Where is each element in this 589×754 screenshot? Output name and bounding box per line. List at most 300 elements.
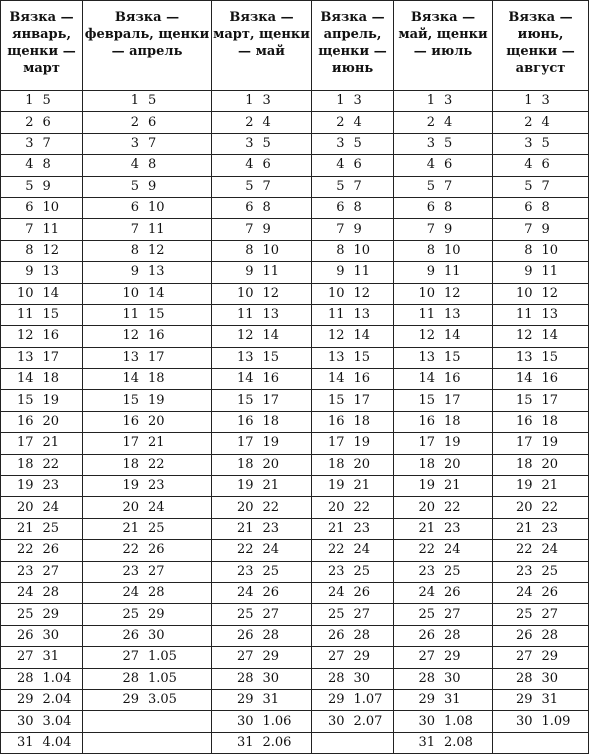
whelping-date: 12	[444, 285, 461, 301]
mating-day: 10	[515, 285, 533, 301]
whelping-date: 21	[353, 478, 371, 494]
mating-day: 24	[236, 585, 254, 601]
whelping-date: 9	[42, 178, 51, 194]
table-row	[1, 197, 589, 218]
whelping-date: 21	[541, 478, 559, 494]
whelping-date: 19	[42, 392, 60, 408]
date-pair	[394, 285, 492, 303]
header-january-march: Вязка — январь, щенки — март	[1, 1, 83, 91]
mating-day: 20	[122, 499, 139, 515]
date-cell	[312, 476, 394, 497]
whelping-date: 13	[42, 264, 60, 280]
whelping-date: 14	[444, 328, 461, 344]
date-cell	[312, 369, 394, 390]
date-pair	[493, 606, 588, 624]
date-pair	[1, 563, 82, 581]
date-pair	[493, 285, 588, 303]
mating-day: 19	[122, 478, 139, 494]
mating-day: 6	[336, 200, 345, 216]
date-pair	[83, 199, 211, 217]
whelping-date: 5	[353, 135, 362, 151]
date-cell	[394, 133, 493, 154]
date-cell	[394, 176, 493, 197]
whelping-date: 27	[444, 606, 461, 622]
whelping-date: 19	[353, 435, 371, 451]
date-cell	[212, 219, 312, 240]
whelping-date: 18	[541, 414, 559, 430]
mating-day: 7	[426, 221, 435, 237]
mating-day: 5	[426, 178, 435, 194]
whelping-date: 17	[444, 392, 461, 408]
mating-day: 22	[122, 542, 139, 558]
date-cell	[394, 91, 493, 112]
date-cell	[83, 304, 212, 325]
mating-day: 22	[418, 542, 435, 558]
mating-day: 2	[524, 114, 533, 130]
date-cell	[312, 668, 394, 689]
whelping-date: 31	[444, 692, 461, 708]
date-pair	[212, 456, 311, 474]
date-pair	[83, 606, 211, 624]
date-cell	[83, 497, 212, 518]
whelping-date: 21	[444, 478, 461, 494]
date-cell	[312, 411, 394, 432]
date-cell	[1, 262, 83, 283]
whelping-date: 27	[148, 563, 165, 579]
date-cell	[212, 91, 312, 112]
whelping-date: 23	[42, 478, 60, 494]
whelping-date: 4	[262, 114, 271, 130]
date-cell	[312, 390, 394, 411]
date-pair	[312, 541, 393, 559]
date-cell	[1, 197, 83, 218]
table-row	[1, 262, 589, 283]
whelping-date: 23	[444, 521, 461, 536]
date-pair	[394, 627, 492, 645]
date-pair	[493, 178, 588, 196]
whelping-date: 14	[42, 285, 60, 301]
mating-day: 17	[327, 435, 345, 451]
table-row	[1, 668, 589, 689]
date-cell	[493, 411, 589, 432]
mating-day: 1	[426, 93, 435, 109]
mating-day: 23	[236, 563, 254, 579]
whelping-date: 19	[444, 435, 461, 451]
table-row	[1, 91, 589, 112]
date-cell	[83, 711, 212, 732]
mating-day: 25	[16, 606, 34, 622]
table-row	[1, 497, 589, 518]
whelping-date: 28	[444, 627, 461, 643]
whelping-date: 22	[353, 499, 371, 515]
mating-day: 5	[245, 178, 254, 194]
table-row	[1, 155, 589, 176]
mating-day: 29	[122, 692, 139, 708]
date-cell	[1, 326, 83, 347]
mating-day: 26	[327, 627, 345, 643]
date-pair	[1, 349, 82, 367]
mating-day: 16	[515, 414, 533, 430]
mating-day: 6	[524, 200, 533, 216]
date-pair	[493, 114, 588, 132]
mating-day: 3	[336, 135, 345, 151]
whelping-date: 10	[262, 242, 280, 258]
mating-day: 24	[515, 585, 533, 601]
date-pair	[83, 691, 211, 709]
mating-day: 15	[515, 392, 533, 408]
whelping-date: 25	[262, 563, 280, 579]
mating-day: 1	[336, 93, 345, 109]
whelping-date: 1.04	[42, 670, 72, 686]
date-cell	[1, 133, 83, 154]
date-cell	[394, 454, 493, 475]
mating-day: 11	[418, 307, 435, 323]
date-cell	[83, 689, 212, 710]
date-pair	[83, 584, 211, 602]
whelping-date: 10	[353, 242, 371, 258]
mating-day: 14	[16, 371, 34, 387]
whelping-date: 12	[148, 242, 165, 258]
whelping-date: 17	[42, 349, 60, 365]
date-pair	[212, 713, 311, 731]
mating-day: 29	[236, 692, 254, 708]
date-pair	[312, 627, 393, 645]
date-cell	[394, 262, 493, 283]
date-cell	[212, 540, 312, 561]
whelping-date: 1.05	[148, 670, 177, 686]
mating-day: 30	[327, 713, 345, 729]
mating-day: 31	[418, 734, 435, 750]
date-cell	[212, 668, 312, 689]
date-pair	[212, 606, 311, 624]
header-row	[1, 1, 589, 91]
date-pair	[394, 606, 492, 624]
date-cell	[493, 262, 589, 283]
date-cell	[493, 647, 589, 668]
date-cell	[1, 476, 83, 497]
table-row	[1, 112, 589, 133]
date-cell	[493, 518, 589, 539]
mating-day: 21	[418, 521, 435, 536]
date-pair	[1, 178, 82, 196]
date-pair	[394, 413, 492, 431]
date-pair	[312, 670, 393, 688]
whelping-date: 22	[262, 499, 280, 515]
whelping-date: 10	[42, 200, 60, 216]
date-cell	[1, 155, 83, 176]
mating-day: 25	[122, 606, 139, 622]
mating-day: 17	[16, 435, 34, 451]
date-cell	[83, 476, 212, 497]
date-pair	[312, 713, 393, 731]
whelping-date: 27	[353, 606, 371, 622]
date-pair	[312, 563, 393, 581]
date-cell	[394, 347, 493, 368]
mating-day: 13	[418, 349, 435, 365]
whelping-date: 20	[444, 456, 461, 472]
date-pair	[394, 370, 492, 388]
mating-day: 29	[515, 692, 533, 708]
whelping-date: 28	[42, 585, 60, 601]
whelping-date: 29	[444, 649, 461, 665]
date-cell	[312, 262, 394, 283]
mating-day: 23	[122, 563, 139, 579]
date-pair	[1, 242, 82, 260]
whelping-date: 21	[42, 435, 60, 451]
date-pair	[1, 520, 82, 538]
whelping-date: 3.05	[148, 692, 177, 708]
mating-day: 8	[130, 242, 139, 258]
mating-day: 28	[236, 670, 254, 686]
date-pair	[212, 734, 311, 752]
mating-day: 19	[327, 478, 345, 494]
whelping-date: 8	[541, 200, 550, 216]
mating-day: 30	[515, 713, 533, 729]
mating-day: 31	[236, 734, 254, 750]
date-pair	[212, 584, 311, 602]
whelping-date: 17	[148, 349, 165, 365]
date-pair	[493, 713, 588, 731]
date-cell	[312, 497, 394, 518]
date-pair	[1, 606, 82, 624]
whelping-date: 6	[444, 157, 453, 173]
date-pair	[312, 135, 393, 153]
header-april-june: Вязка — апрель, щенки — июнь	[312, 1, 394, 91]
date-cell	[212, 240, 312, 261]
whelping-date: 14	[262, 328, 280, 344]
mating-day: 13	[327, 349, 345, 365]
mating-day: 2	[25, 114, 34, 130]
date-pair	[83, 499, 211, 517]
date-cell	[312, 689, 394, 710]
mating-day: 27	[327, 649, 345, 665]
date-cell	[212, 197, 312, 218]
date-cell	[83, 326, 212, 347]
date-cell	[493, 283, 589, 304]
mating-day: 26	[16, 627, 34, 643]
date-pair	[212, 563, 311, 581]
date-pair	[394, 92, 492, 110]
whelping-date: 7	[541, 178, 550, 194]
mating-day: 8	[25, 242, 34, 258]
date-cell	[1, 176, 83, 197]
mating-day: 23	[16, 563, 34, 579]
mating-day: 25	[418, 606, 435, 622]
date-cell	[493, 604, 589, 625]
whelping-date: 8	[444, 200, 453, 216]
table-row	[1, 326, 589, 347]
mating-day: 11	[122, 307, 139, 323]
date-pair	[83, 156, 211, 174]
date-cell	[212, 347, 312, 368]
date-cell	[1, 711, 83, 732]
whelping-date: 1.05	[148, 649, 177, 665]
whelping-date: 17	[353, 392, 371, 408]
whelping-date: 15	[42, 307, 60, 323]
mating-day: 27	[236, 649, 254, 665]
date-cell	[83, 197, 212, 218]
date-cell	[1, 518, 83, 539]
mating-day: 14	[122, 371, 139, 387]
date-cell	[1, 561, 83, 582]
mating-day: 7	[524, 221, 533, 237]
date-pair	[394, 392, 492, 410]
date-pair	[83, 456, 211, 474]
mating-day: 29	[418, 692, 435, 708]
mating-day: 26	[122, 627, 139, 643]
date-cell	[394, 369, 493, 390]
mating-day: 1	[245, 93, 254, 109]
date-pair	[212, 92, 311, 110]
date-cell	[83, 411, 212, 432]
date-pair	[493, 456, 588, 474]
whelping-date: 27	[541, 606, 559, 622]
date-pair	[394, 135, 492, 153]
mating-day: 21	[515, 521, 533, 536]
date-cell	[312, 711, 394, 732]
mating-day: 3	[130, 135, 139, 151]
date-pair	[394, 541, 492, 559]
whelping-date: 12	[42, 242, 60, 258]
mating-day: 22	[327, 542, 345, 558]
date-cell	[312, 347, 394, 368]
table-row	[1, 133, 589, 154]
date-cell	[394, 561, 493, 582]
mating-day: 3	[245, 135, 254, 151]
whelping-date: 5	[444, 135, 453, 151]
date-pair	[394, 178, 492, 196]
date-cell	[493, 91, 589, 112]
date-cell	[312, 561, 394, 582]
whelping-date: 29	[353, 649, 371, 665]
mating-day: 1	[130, 93, 139, 109]
date-cell	[1, 647, 83, 668]
date-cell	[212, 647, 312, 668]
date-pair	[493, 413, 588, 431]
whelping-date: 15	[148, 307, 165, 323]
table-row	[1, 540, 589, 561]
mating-day: 9	[426, 264, 435, 280]
table-row	[1, 582, 589, 603]
date-cell	[394, 433, 493, 454]
whelping-date: 23	[541, 521, 559, 536]
mating-day: 19	[236, 478, 254, 494]
date-cell	[312, 454, 394, 475]
mating-day: 2	[426, 114, 435, 130]
date-pair	[1, 114, 82, 132]
date-cell	[394, 197, 493, 218]
date-pair	[394, 477, 492, 495]
date-cell	[493, 582, 589, 603]
mating-day: 3	[25, 135, 34, 151]
date-cell	[394, 476, 493, 497]
whelping-date: 2.06	[262, 734, 292, 750]
date-pair	[312, 327, 393, 345]
date-pair	[493, 520, 588, 538]
mating-day: 17	[418, 435, 435, 451]
whelping-date: 29	[541, 649, 559, 665]
whelping-date: 22	[444, 499, 461, 515]
date-cell	[83, 433, 212, 454]
date-cell	[493, 176, 589, 197]
whelping-date: 31	[541, 692, 559, 708]
date-pair	[83, 306, 211, 324]
mating-day: 27	[122, 649, 139, 665]
mating-day: 11	[16, 307, 34, 323]
date-cell	[493, 668, 589, 689]
date-cell	[212, 433, 312, 454]
date-cell	[212, 518, 312, 539]
date-pair	[83, 563, 211, 581]
date-cell	[493, 112, 589, 133]
mating-day: 20	[418, 499, 435, 515]
date-cell	[212, 732, 312, 753]
whelping-date: 6	[148, 114, 157, 130]
mating-day: 4	[245, 157, 254, 173]
whelping-date: 16	[42, 328, 60, 344]
date-pair	[312, 263, 393, 281]
mating-day: 15	[327, 392, 345, 408]
whelping-date: 30	[42, 627, 60, 643]
whelping-date: 31	[42, 649, 60, 665]
date-cell	[493, 476, 589, 497]
date-cell	[212, 497, 312, 518]
date-cell	[1, 433, 83, 454]
date-pair	[312, 434, 393, 452]
mating-day: 4	[524, 157, 533, 173]
mating-day: 23	[515, 563, 533, 579]
date-pair	[1, 199, 82, 217]
date-cell	[83, 240, 212, 261]
whelping-date: 23	[262, 521, 280, 536]
whelping-date: 16	[262, 371, 280, 387]
date-pair	[493, 370, 588, 388]
date-cell	[312, 433, 394, 454]
date-pair	[212, 434, 311, 452]
whelping-date: 26	[541, 585, 559, 601]
mating-day: 28	[515, 670, 533, 686]
date-pair	[1, 541, 82, 559]
mating-day: 16	[122, 414, 139, 430]
date-pair	[394, 434, 492, 452]
mating-day: 31	[16, 734, 34, 750]
date-cell	[83, 219, 212, 240]
whelping-date: 31	[262, 692, 280, 708]
table-row	[1, 411, 589, 432]
date-pair	[394, 349, 492, 367]
header-march-may: Вязка — март, щенки — май	[212, 1, 312, 91]
date-pair	[312, 456, 393, 474]
date-cell	[394, 326, 493, 347]
header-may-july: Вязка — май, щенки — июль	[394, 1, 493, 91]
whelping-date: 6	[262, 157, 271, 173]
table-row	[1, 689, 589, 710]
whelping-date: 25	[444, 563, 461, 579]
date-cell	[493, 454, 589, 475]
date-cell	[394, 689, 493, 710]
date-pair	[493, 627, 588, 645]
whelping-date: 5	[262, 135, 271, 151]
table-row	[1, 219, 589, 240]
header-february-april: Вязка — февраль, щенки — апрель	[83, 1, 212, 91]
mating-day: 4	[25, 157, 34, 173]
mating-day: 8	[336, 242, 345, 258]
whelping-date: 16	[353, 371, 371, 387]
date-cell	[212, 283, 312, 304]
date-cell	[83, 176, 212, 197]
date-cell	[1, 668, 83, 689]
whelping-date: 29	[148, 606, 165, 622]
